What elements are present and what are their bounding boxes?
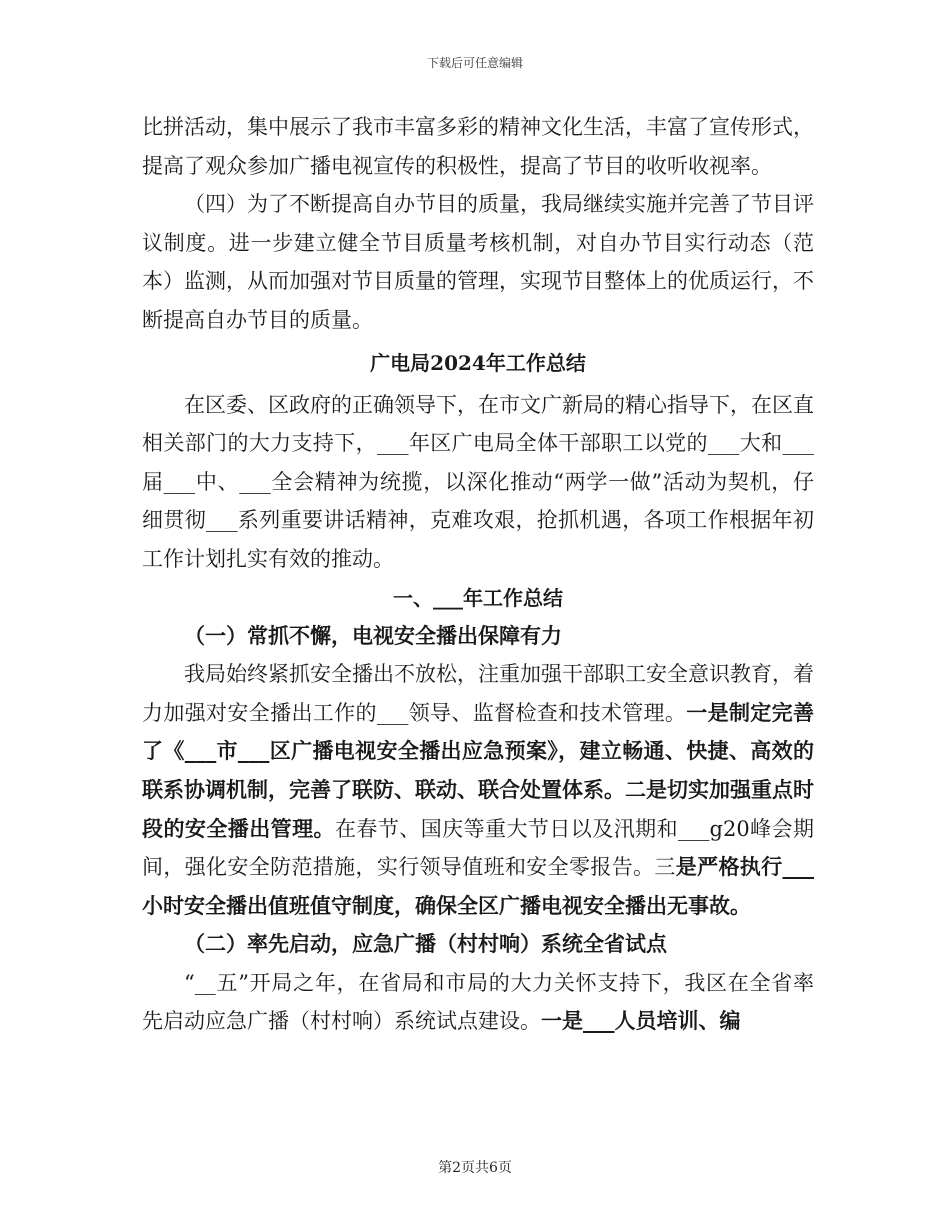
paragraph-safety [142,655,814,925]
paragraph-safety-text-c: 在春节、国庆等重大节日以及汛期和___g20峰会期间，强化安全防范措施，实行领导值班和安全零报告。三 [142,816,814,880]
document-title: 广电局2024年工作总结 [370,350,586,375]
paragraph-safety-bold-b: 一是制定完善了《___市___区广播电视安全播出应急预案》，建立畅通、快捷、高效的联系协调机制，完善了联防、联动、联合处置体系。二是切实加强重点时段的安全播出管理。 [142,699,814,841]
subsection-heading-1: （一）常抓不懈，电视安全播出保障有力 [184,622,562,648]
paragraph-safety-bold-d: 是严格执行___小时安全播出值班值守制度，确保全区广播电视安全播出无事故。 [142,854,814,918]
subsection-heading-2: （二）率先启动，应急广播（村村响）系统全省试点 [184,931,667,957]
page-header: 下载后可任意编辑 [426,56,523,70]
paragraph-broadcast [142,964,814,1041]
paragraph-intro: 在区委、区政府的正确领导下，在市文广新局的精心指导下，在区直相关部门的大力支持下，___年区广电局全体干部职工以党的___大和___届___中、___全会精神为统揽，以深化推动“两学一做”活动为契机，仔细贯彻___系列重要讲话精神，克难攻艰，抢抓机遇，各项工作根据年初工作计划扎实有效的推动。 [142,392,814,571]
paragraph-safety-text-a: 我局始终紧抓安全播出不放松，注重加强干部职工安全意识教育，着力加强对安全播出工作的___领导、监督检查和技术管理。 [142,662,814,725]
paragraph-broadcast-text-a: “__五”开局之年，在省局和市局的大力关怀支持下，我区在全省率先启动应急广播（村村响）系统试点建设。 [142,970,814,1034]
paragraph-continuation: 比拼活动，集中展示了我市丰富多彩的精神文化生活，丰富了宣传形式，提高了观众参加广播电视宣传的积极性，提高了节目的收听收视率。 [142,115,814,178]
paragraph-broadcast-bold-b: 一是___人员培训、编 [541,1008,741,1034]
section-heading: 一、___年工作总结 [393,585,563,610]
paragraph-item-four: （四）为了不断提高自办节目的质量，我局继续实施并完善了节目评议制度。进一步建立健全节目质量考核机制，对自办节目实行动态（范本）监测，从而加强对节目质量的管理，实现节目整体上的优质运行，不断提高自办节目的质量。 [142,192,814,332]
document-body [142,108,814,1041]
page-footer: 第2页共6页 [438,1160,512,1176]
